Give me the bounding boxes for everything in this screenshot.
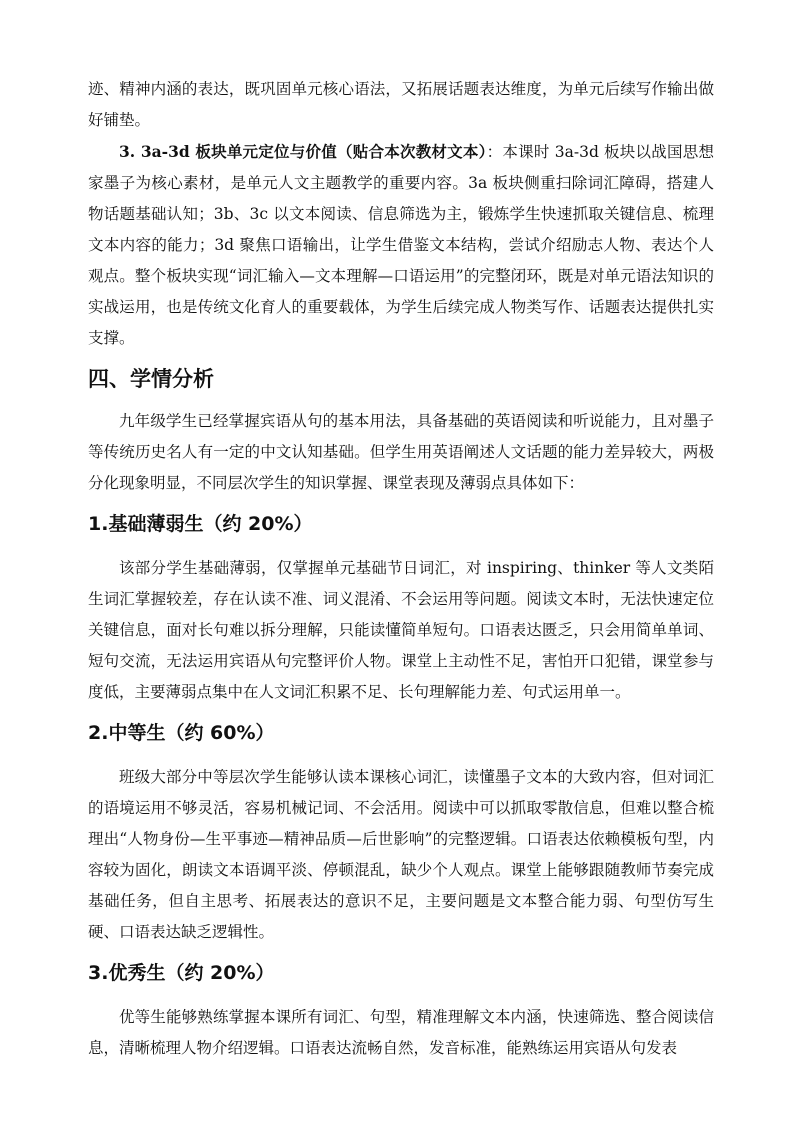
paragraph-basic-students: 该部分学生基础薄弱，仅掌握单元基础节日词汇，对 inspiring、thinker 等人文类陌生词汇掌握较差，存在认读不准、词义混淆、不会运用等问题。阅读文本时，无法快速定位关键信息，面对长句难以拆分理解，只能读懂简单短句。口语表达匮乏，只会用简单单词、短句交流，无法运用宾语从句完整评价人物。课堂上主动性不足，害怕开口犯错，课堂参与度低，主要薄弱点集中在人文词汇积累不足、长句理解能力差、句式运用单一。 xyxy=(88,559,714,701)
paragraph-lead-heading: 3. 3a-3d 板块单元定位与价值（贴合本次教材文本） xyxy=(119,142,487,161)
subheading-middle-students: 2.中等生（约 60%） xyxy=(88,722,275,744)
section-heading-learner-analysis: 四、学情分析 xyxy=(88,367,214,391)
subheading-top-students: 3.优秀生（约 20%） xyxy=(88,962,275,984)
document-page xyxy=(88,74,714,1064)
subheading-basic-students: 1.基础薄弱生（约 20%） xyxy=(88,513,313,535)
paragraph-middle-students: 班级大部分中等层次学生能够认读本课核心词汇，读懂墨子文本的大致内容，但对词汇的语境运用不够灵活，容易机械记词、不会活用。阅读中可以抓取零散信息，但难以整合梳理出“人物身份—生平事迹—精神品质—后世影响”的完整逻辑。口语表达依赖模板句型，内容较为固化，朗读文本语调平淡、停顿混乱，缺少个人观点。课堂上能够跟随教师节奏完成基础任务，但自主思考、拓展表达的意识不足，主要问题是文本整合能力弱、句型仿写生硬、口语表达缺乏逻辑性。 xyxy=(88,768,714,941)
paragraph-intro-continuation: 迹、精神内涵的表达，既巩固单元核心语法，又拓展话题表达维度，为单元后续写作输出做好铺垫。 xyxy=(88,80,714,129)
paragraph-3a-3d-positioning xyxy=(88,136,714,354)
paragraph-top-students: 优等生能够熟练掌握本课所有词汇、句型，精准理解文本内涵，快速筛选、整合阅读信息，清晰梳理人物介绍逻辑。口语表达流畅自然，发音标准，能熟练运用宾语从句发表 xyxy=(88,1008,714,1057)
paragraph-body-text: ：本课时 3a-3d 板块以战国思想家墨子为核心素材，是单元人文主题教学的重要内容。3a 板块侧重扫除词汇障碍，搭建人物话题基础认知；3b、3c 以文本阅读、信息筛选为主，锻炼学生快速抓取关键信息、梳理文本内容的能力；3d 聚焦口语输出，让学生借鉴文本结构，尝试介绍励志人物、表达个人观点。整个板块实现“词汇输入—文本理解—口语运用”的完整闭环，既是对单元语法知识的实战运用，也是传统文化育人的重要载体，为学生后续完成人物类写作、话题表达提供扎实支撑。 xyxy=(88,143,714,347)
paragraph-learner-overview: 九年级学生已经掌握宾语从句的基本用法，具备基础的英语阅读和听说能力，且对墨子等传统历史名人有一定的中文认知基础。但学生用英语阐述人文话题的能力差异较大，两极分化现象明显，不同层次学生的知识掌握、课堂表现及薄弱点具体如下： xyxy=(88,412,714,492)
